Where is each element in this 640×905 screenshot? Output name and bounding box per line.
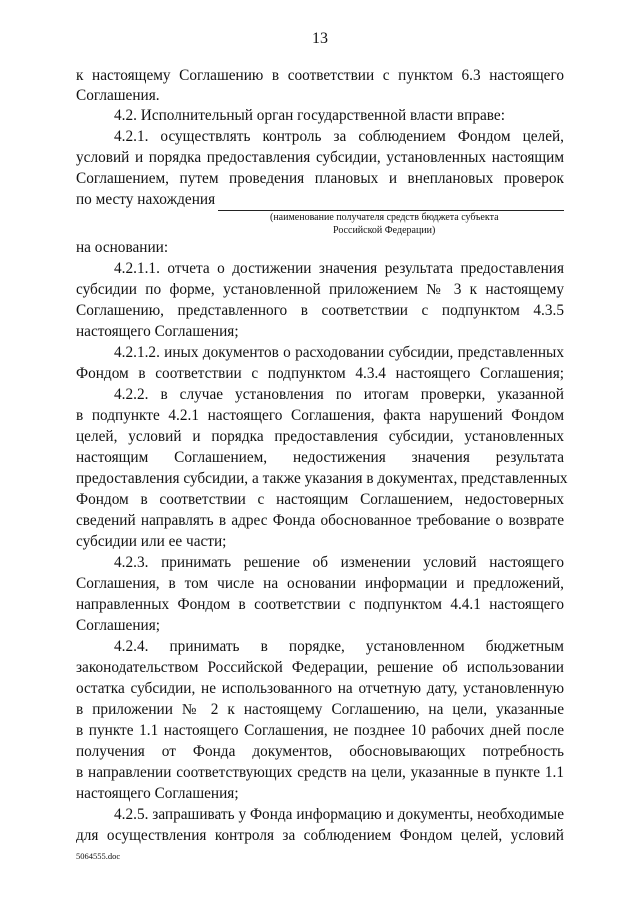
text-line: для осуществления контроля за соблюдением Фондом целей, условий [76,827,564,844]
text-line: 4.2.2. в случае установления по итогам проверки, указанной [114,386,564,403]
text-line: Соглашения. [76,87,160,104]
text-line: 4.2.1. осуществлять контроль за соблюдением Фондом целей, [114,128,564,145]
text-line: Соглашения, в том числе на основании информации и предложений, [76,575,564,592]
text-line: 4.2.4. принимать в порядке, установленном бюджетным [114,638,564,655]
blank-caption-line1: (наименование получателя средств бюджета субъекта [270,212,499,223]
text-line: Соглашением, путем проведения плановых и внеплановых проверок [76,170,564,187]
text-line: в приложении № 2 к настоящему Соглашению, на цели, указанные [76,701,564,718]
footer-filename: 5064555.doc [76,851,121,861]
text-line: настоящим Соглашением, недостижения значения результата [76,449,564,466]
text-line: Фондом в соответствии с подпунктом 4.3.4 настоящего Соглашения; [76,365,564,382]
text-line: 4.2. Исполнительный орган государственной власти вправе: [114,107,505,124]
text-line: получения от Фонда документов, обосновывающих потребность [76,743,564,760]
text-line: предоставления субсидии, а также указания в документах, представленных [76,470,568,487]
page-number: 13 [312,30,328,47]
text-line: 4.2.5. запрашивать у Фонда информацию и документы, необходимые [114,806,564,823]
text-line: целей, условий и порядка предоставления субсидии, установленных [76,428,564,445]
text-line: 4.2.1.2. иных документов о расходовании субсидии, представленных [114,344,564,361]
text-line: в подпункте 4.2.1 настоящего Соглашения, факта нарушений Фондом [76,407,564,424]
text-line: настоящего Соглашения; [76,785,239,802]
text-line: 4.2.1.1. отчета о достижении значения результата предоставления [114,260,564,277]
text-line: законодательством Российской Федерации, решение об использовании [76,659,564,676]
text-line: в направлении соответствующих средств на цели, указанные в пункте 1.1 [76,764,564,781]
text-line: субсидии по форме, установленной приложением № 3 к настоящему [76,281,564,298]
fill-in-blank-line [218,210,564,211]
text-line: настоящего Соглашения; [76,323,239,340]
text-line: сведений направлять в адрес Фонда обоснованное требование о возврате [76,512,564,529]
text-line: к настоящему Соглашению в соответствии с пунктом 6.3 настоящего [76,67,564,84]
text-line: условий и порядка предоставления субсидии, установленных настоящим [76,149,564,166]
text-line: в пункте 1.1 настоящего Соглашения, не позднее 10 рабочих дней после [76,722,564,739]
text-line: Фондом в соответствии с настоящим Соглашением, недостоверных [76,491,564,508]
text-line: по месту нахождения [76,191,216,208]
text-line: Соглашения; [76,617,160,634]
text-line: остатка субсидии, не использованного на отчетную дату, установленную [76,680,564,697]
text-line: направленных Фондом в соответствии с подпунктом 4.4.1 настоящего [76,596,564,613]
text-line: субсидии или ее части; [76,533,227,550]
text-line: Соглашению, представленного в соответствии с подпунктом 4.3.5 [76,302,564,319]
text-line: 4.2.3. принимать решение об изменении условий настоящего [114,554,564,571]
text-line: на основании: [76,239,169,256]
blank-caption-line2: Российской Федерации) [333,225,436,236]
